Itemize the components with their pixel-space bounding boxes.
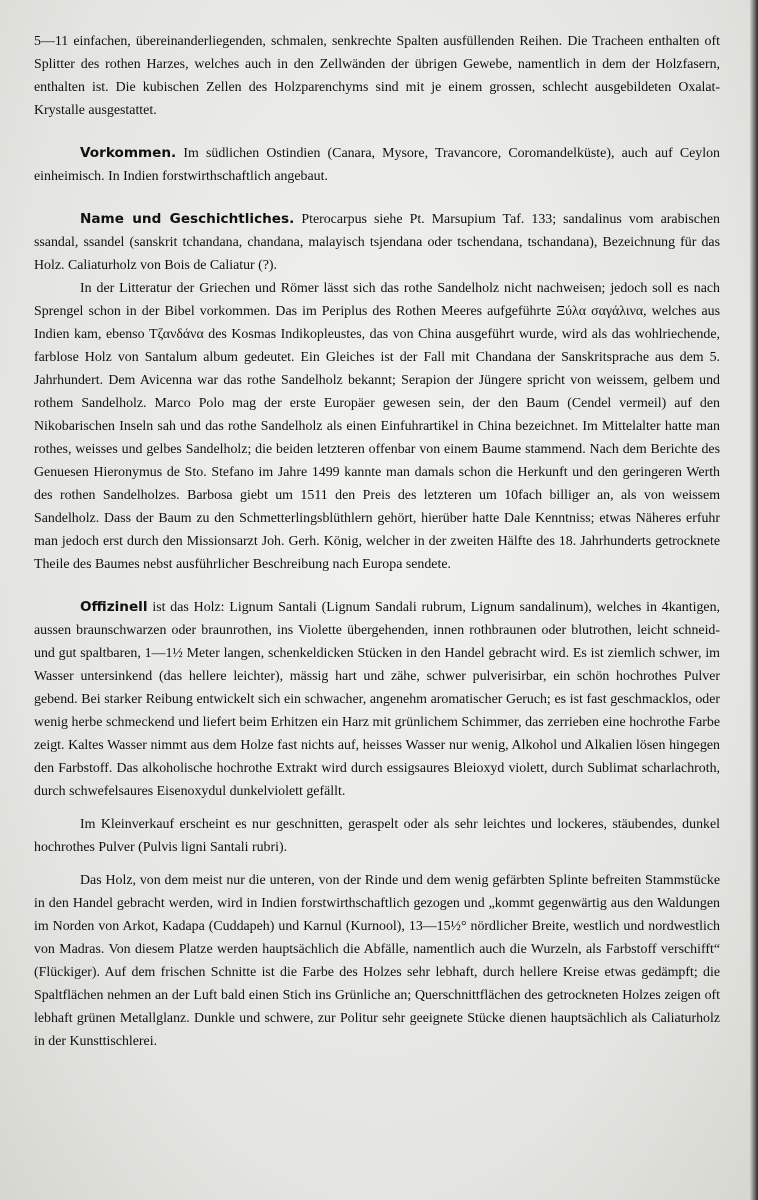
page-edge-shadow [750,0,758,1200]
vorkommen-paragraph [34,142,720,188]
offizinell-heading: Offizinell [80,599,148,615]
name-section [34,208,720,576]
kleinverkauf-paragraph: Im Kleinverkauf erscheint es nur geschnitten, geraspelt oder als sehr leichtes und lockeres, stäubendes, dunkel hochrothes Pulver (Pulvis ligni Santali rubri). [34,817,720,855]
holz-paragraph: Das Holz, von dem meist nur die unteren, von der Rinde und dem wenig gefärbten Splinte befreiten Stammstücke in den Handel gebracht werden, wird in Indien forstwirthschaftlich gezogen und „kommt gegenwärtig aus den Waldungen im Norden von Arkot, Kadapa (Cuddapeh) und Karnul (Kurnool), 13—15½° nördlicher Breite, westlich und nordwestlich von Madras. Von diesem Platze werden hauptsächlich die Abfälle, namentlich auch die Wurzeln, als Farbstoff verschifft“ (Flückiger). Auf dem frischen Schnitte ist die Farbe des Holzes sehr lebhaft, durch hellere Kreise etwas gedämpft; die Spaltflächen nehmen an der Luft bald einen Stich ins Grünliche an; Querschnittflächen des getrockneten Holzes zeigen oft lebhaft grünen Metallglanz. Dunkle und schwere, zur Politur sehr geeignete Stücke dienen hauptsächlich als Caliaturholz in der Kunsttischlerei. [34,873,720,1049]
kleinverkauf-section [34,813,720,859]
litteratur-paragraph: In der Litteratur der Griechen und Römer lässt sich das rothe Sandelholz nicht nachweisen; jedoch soll es nach Sprengel schon in der Bibel vorkommen. Das im Periplus des Rothen Meeres aufgeführte Ξύλα σαγάλινα, welches aus Indien kam, ebenso Τζανδάνα des Kosmas Indikopleustes, das von China ausgeführt wurde, wird als das wohlriechende, farblose Holz von Santalum album gedeutet. Ein Gleiches ist der Fall mit Chandana der Sanskritsprache aus dem 5. Jahrhundert. Dem Avicenna war das rothe Sandelholz bekannt; Serapion der Jüngere spricht von weissem, gelbem und rothem Sandelholz. Marco Polo mag der erste Europäer gewesen sein, der den Baum (Cendel vermeil) auf den Nikobarischen Inseln sah und das rothe Sandelholz als einen Einfuhrartikel in China bezeichnet. Im Mittelalter hatte man rothes, weisses und gelbes Sandelholz; die beiden letzteren offenbar von einem Baume stammend. Nach dem Berichte des Genuesen Hieronymus de Sto. Stefano im Jahre 1499 kannte man damals schon die Herkunft und den geringeren Werth des rothen Sandelholzes. Barbosa giebt um 1511 den Preis des letzteren um 10fach billiger an, als von weissem Sandelholz. Dass der Baum zu den Schmetterlingsblüthlern gehört, hierüber hatte Dale Kenntniss; etwas Näheres erfuhr man jedoch erst durch den Missionsarzt Joh. Gerh. König, welcher in der zweiten Hälfte des 18. Jahrhunderts getrocknete Theile des Baumes nebst ausführlicher Beschreibung nach Europa sendete. [34,281,720,572]
offizinell-section [34,596,720,803]
offizinell-text: ist das Holz: Lignum Santali (Lignum Sandali rubrum, Lignum sandalinum), welches in 4kantigen, aussen braunschwarzen oder braunrothen, ins Violette übergehenden, innen rothbraunen oder blutrothen, leicht schneid- und gut spaltbaren, 1—1½ Meter langen, schenkeldicken Stücken in den Handel gebracht wird. Es ist ziemlich schwer, im Wasser untersinkend (das hellere leichter), mässig hart und zähe, schwer pulverisirbar, ein schön hochrothes Pulver gebend. Bei starker Reibung entwickelt sich ein schwacher, angenehm aromatischer Geruch; es ist fast geschmacklos, oder wenig herbe schmeckend und liefert beim Erhitzen ein Harz mit grünlichem Schimmer, das zerrieben eine hochrothe Farbe zeigt. Kaltes Wasser nimmt aus dem Holze fast nichts auf, heisses Wasser nur wenig, Alkohol und Alkalien lösen hingegen den Farbstoff. Das alkoholische hochrothe Extrakt wird durch essigsaures Bleioxyd violett, durch Sublimat scharlachroth, durch schwefelsaures Eisenoxydul dunkelviolett gefällt. [34,600,720,799]
anatomy-paragraph: 5—11 einfachen, übereinanderliegenden, schmalen, senkrechte Spalten ausfüllenden Reihen. Die Tracheen enthalten oft Splitter des rothen Harzes, welches auch in den Zellwänden der übrigen Gewebe, namentlich in dem der Holzfasern, enthalten ist. Die kubischen Zellen des Holzparenchyms sind mit je einem grossen, schlecht ausgebildeten Oxalat-Krystalle ausgestattet. [34,34,720,118]
name-text: Pterocarpus siehe Pt. Marsupium Taf. 133; sandalinus vom arabischen ssandal, ssandel (sanskrit tchandana, chandana, malayisch tsjendana oder tschendana, tschandana), Bezeichnung für das Holz. Caliaturholz von Bois de Caliatur (?). [34,212,720,273]
holz-section [34,869,720,1053]
offizinell-paragraph [34,596,720,803]
vorkommen-text: Im südlichen Ostindien (Canara, Mysore, Travancore, Coromandelküste), auch auf Ceylon einheimisch. In Indien forstwirthschaftlich angebaut. [34,146,720,184]
name-paragraph [34,208,720,277]
vorkommen-section [34,142,720,188]
name-heading: Name und Geschichtliches. [80,211,295,227]
vorkommen-heading: Vorkommen. [80,145,177,161]
anatomy-section [34,30,720,122]
